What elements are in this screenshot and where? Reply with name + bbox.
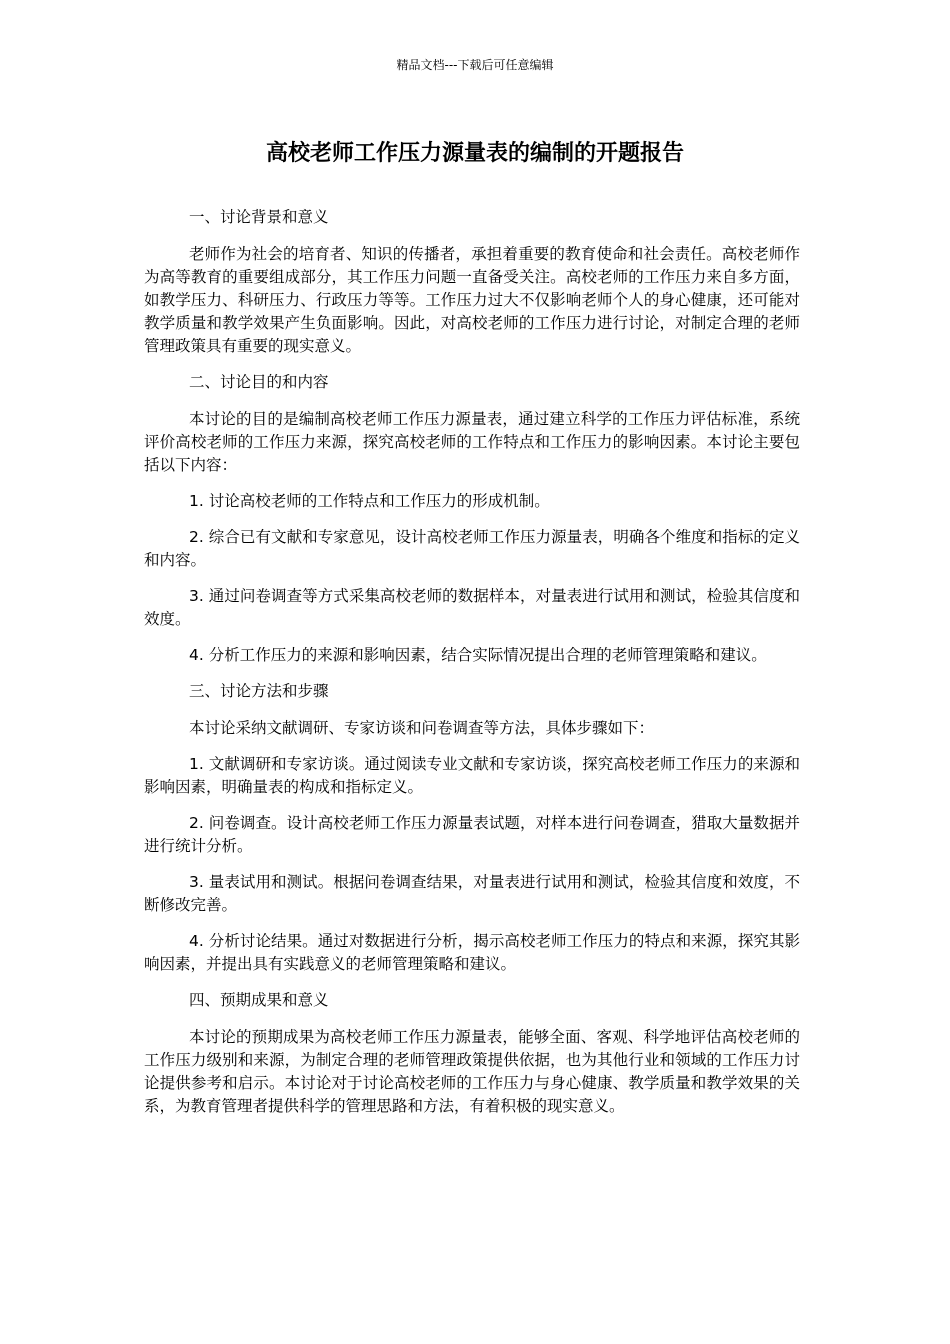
paragraph-objectives: 本讨论的目的是编制高校老师工作压力源量表，通过建立科学的工作压力评估标准，系统评价高校老师的工作压力来源，探究高校老师的工作特点和工作压力的影响因素。本讨论主要包括以下内容：	[144, 410, 800, 474]
list-item-step-1: 1. 文献调研和专家访谈。通过阅读专业文献和专家访谈，探究高校老师工作压力的来源和影响因素，明确量表的构成和指标定义。	[144, 755, 800, 796]
list-item-objective-2: 2. 综合已有文献和专家意见，设计高校老师工作压力源量表，明确各个维度和指标的定义和内容。	[144, 528, 800, 569]
list-item-objective-4: 4. 分析工作压力的来源和影响因素，结合实际情况提出合理的老师管理策略和建议。	[189, 646, 767, 664]
paragraph-background: 老师作为社会的培育者、知识的传播者，承担着重要的教育使命和社会责任。高校老师作为高等教育的重要组成部分，其工作压力问题一直备受关注。高校老师的工作压力来自多方面，如教学压力、科研压力、行政压力等等。工作压力过大不仅影响老师个人的身心健康，还可能对教学质量和教学效果产生负面影响。因此，对高校老师的工作压力进行讨论，对制定合理的老师管理政策具有重要的现实意义。	[144, 245, 800, 355]
section-heading-background: 一、讨论背景和意义	[189, 208, 329, 226]
list-item-step-3: 3. 量表试用和测试。根据问卷调查结果，对量表进行试用和测试，检验其信度和效度，不断修改完善。	[144, 873, 800, 914]
section-heading-objectives: 二、讨论目的和内容	[189, 373, 329, 391]
list-item-step-2: 2. 问卷调查。设计高校老师工作压力源量表试题，对样本进行问卷调查，猎取大量数据并进行统计分析。	[144, 814, 800, 855]
paragraph-outcomes: 本讨论的预期成果为高校老师工作压力源量表，能够全面、客观、科学地评估高校老师的工作压力级别和来源，为制定合理的老师管理政策提供依据，也为其他行业和领域的工作压力讨论提供参考和启示。本讨论对于讨论高校老师的工作压力与身心健康、教学质量和教学效果的关系，为教育管理者提供科学的管理思路和方法，有着积极的现实意义。	[144, 1028, 800, 1115]
document-body	[144, 206, 800, 1131]
list-item-objective-1: 1. 讨论高校老师的工作特点和工作压力的形成机制。	[189, 492, 550, 510]
list-item-objective-3: 3. 通过问卷调查等方式采集高校老师的数据样本，对量表进行试用和测试，检验其信度和效度。	[144, 587, 800, 628]
paragraph-methods: 本讨论采纳文献调研、专家访谈和问卷调查等方法，具体步骤如下：	[189, 719, 655, 737]
section-heading-methods: 三、讨论方法和步骤	[189, 682, 329, 700]
header-note: 精品文档---下载后可任意编辑	[396, 58, 554, 72]
list-item-step-4: 4. 分析讨论结果。通过对数据进行分析，揭示高校老师工作压力的特点和来源，探究其影响因素，并提出具有实践意义的老师管理策略和建议。	[144, 932, 800, 973]
document-title: 高校老师工作压力源量表的编制的开题报告	[265, 141, 684, 166]
section-heading-outcomes: 四、预期成果和意义	[189, 991, 329, 1009]
